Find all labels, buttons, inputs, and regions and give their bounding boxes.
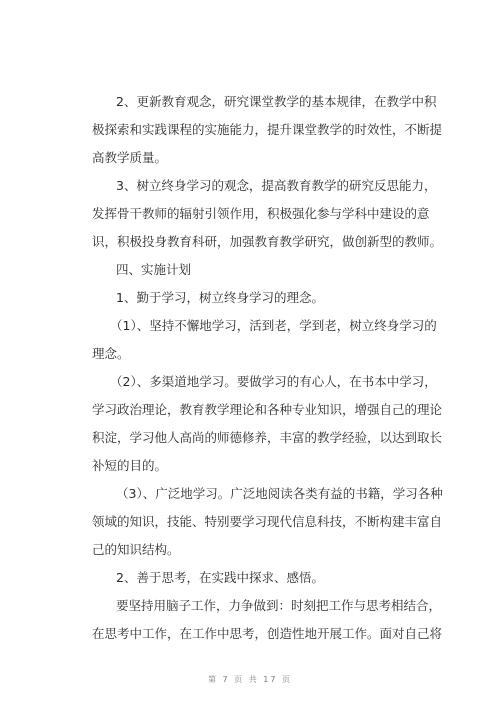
text-line: 3、树立终身学习的观念，提高教育教学的研究反思能力， (116, 178, 437, 193)
text-line: 2、更新教育观念，研究课堂教学的基本规律，在教学中积 (116, 94, 437, 109)
text-line: 发挥骨干教师的辐射引领作用，积极强化参与学科中建设的意 (92, 206, 430, 221)
text-line: 极探索和实践课程的实施能力，提升课堂教学的时效性，不断提 (92, 122, 443, 137)
text-line: 补短的目的。 (92, 458, 168, 473)
text-line: 识，积极投身教育科研，加强教育教学研究，做创新型的教师。 (92, 234, 443, 249)
page-footer: 第 7 页 共 17 页 (208, 675, 292, 684)
text-line: 学习政治理论，教育教学理论和各种专业知识，增强自己的理论 (92, 402, 443, 417)
text-line: （1）、坚持不懈地学习，活到老，学到老，树立终身学习的 (110, 318, 437, 333)
text-line: 积淀，学习他人高尚的师德修养，丰富的教学经验，以达到取长 (92, 430, 443, 445)
text-line: （3）、广泛地学习。广泛地阅读各类有益的书籍，学习各种 (116, 486, 443, 501)
text-line: （2）、多渠道地学习。要做学习的有心人，在书本中学习， (110, 374, 437, 389)
text-line: 己的知识结构。 (92, 542, 180, 557)
text-line: 理念。 (92, 346, 130, 361)
subheading: 1、勤于学习，树立终身学习的理念。 (116, 290, 324, 305)
text-line: 要坚持用脑子工作，力争做到：时刻把工作与思考相结合， (116, 598, 442, 613)
subheading: 2、善于思考，在实践中探求、感悟。 (116, 570, 324, 585)
text-line: 领域的知识，技能、特别要学习现代信息科技，不断构建丰富自 (92, 514, 443, 529)
text-line: 高教学质量。 (92, 150, 168, 165)
section-heading: 四、实施计划 (116, 262, 192, 277)
text-line: 在思考中工作，在工作中思考，创造性地开展工作。面对自己将 (92, 626, 443, 641)
